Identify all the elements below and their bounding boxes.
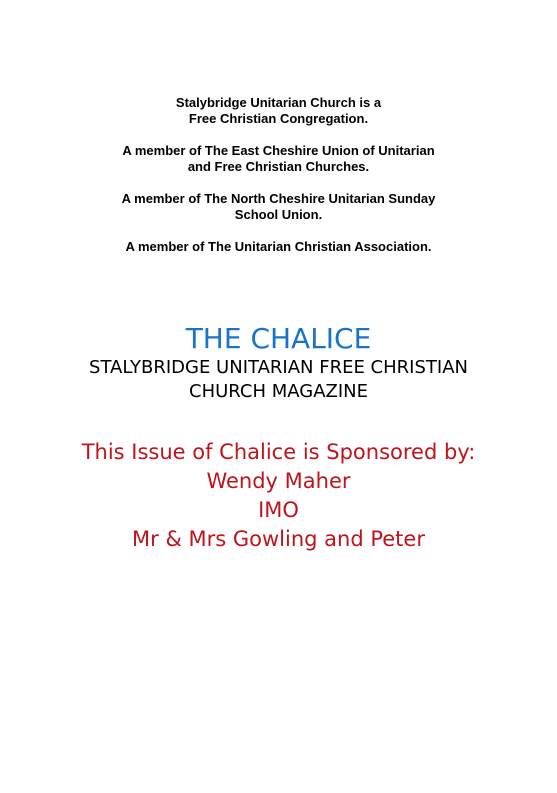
membership-line: A member of The North Cheshire Unitarian Sunday bbox=[121, 191, 436, 206]
sponsor-name: Mr & Mrs Gowling and Peter bbox=[132, 527, 425, 551]
membership-line: and Free Christian Churches. bbox=[187, 159, 370, 174]
magazine-title: THE CHALICE bbox=[185, 322, 372, 355]
membership-paragraph-sunday-school bbox=[0, 191, 557, 223]
membership-line: School Union. bbox=[234, 207, 323, 222]
membership-paragraph-east-cheshire bbox=[0, 143, 557, 175]
membership-line: Stalybridge Unitarian Church is a bbox=[175, 95, 382, 110]
membership-line: A member of The Unitarian Christian Association. bbox=[125, 239, 432, 254]
subtitle-line: CHURCH MAGAZINE bbox=[189, 381, 368, 402]
sponsors-block bbox=[0, 438, 557, 554]
sponsor-name: Wendy Maher bbox=[206, 469, 351, 493]
sponsor-name: IMO bbox=[258, 498, 299, 522]
subtitle-line: STALYBRIDGE UNITARIAN FREE CHRISTIAN bbox=[89, 357, 468, 378]
membership-line: Free Christian Congregation. bbox=[188, 111, 369, 126]
sponsors-heading: This Issue of Chalice is Sponsored by: bbox=[81, 440, 476, 464]
membership-paragraph-christian-association bbox=[0, 239, 557, 255]
membership-statements bbox=[0, 95, 557, 271]
membership-paragraph-congregation bbox=[0, 95, 557, 127]
magazine-masthead bbox=[0, 322, 557, 404]
membership-line: A member of The East Cheshire Union of Unitarian bbox=[122, 143, 435, 158]
magazine-subtitle bbox=[0, 356, 557, 404]
